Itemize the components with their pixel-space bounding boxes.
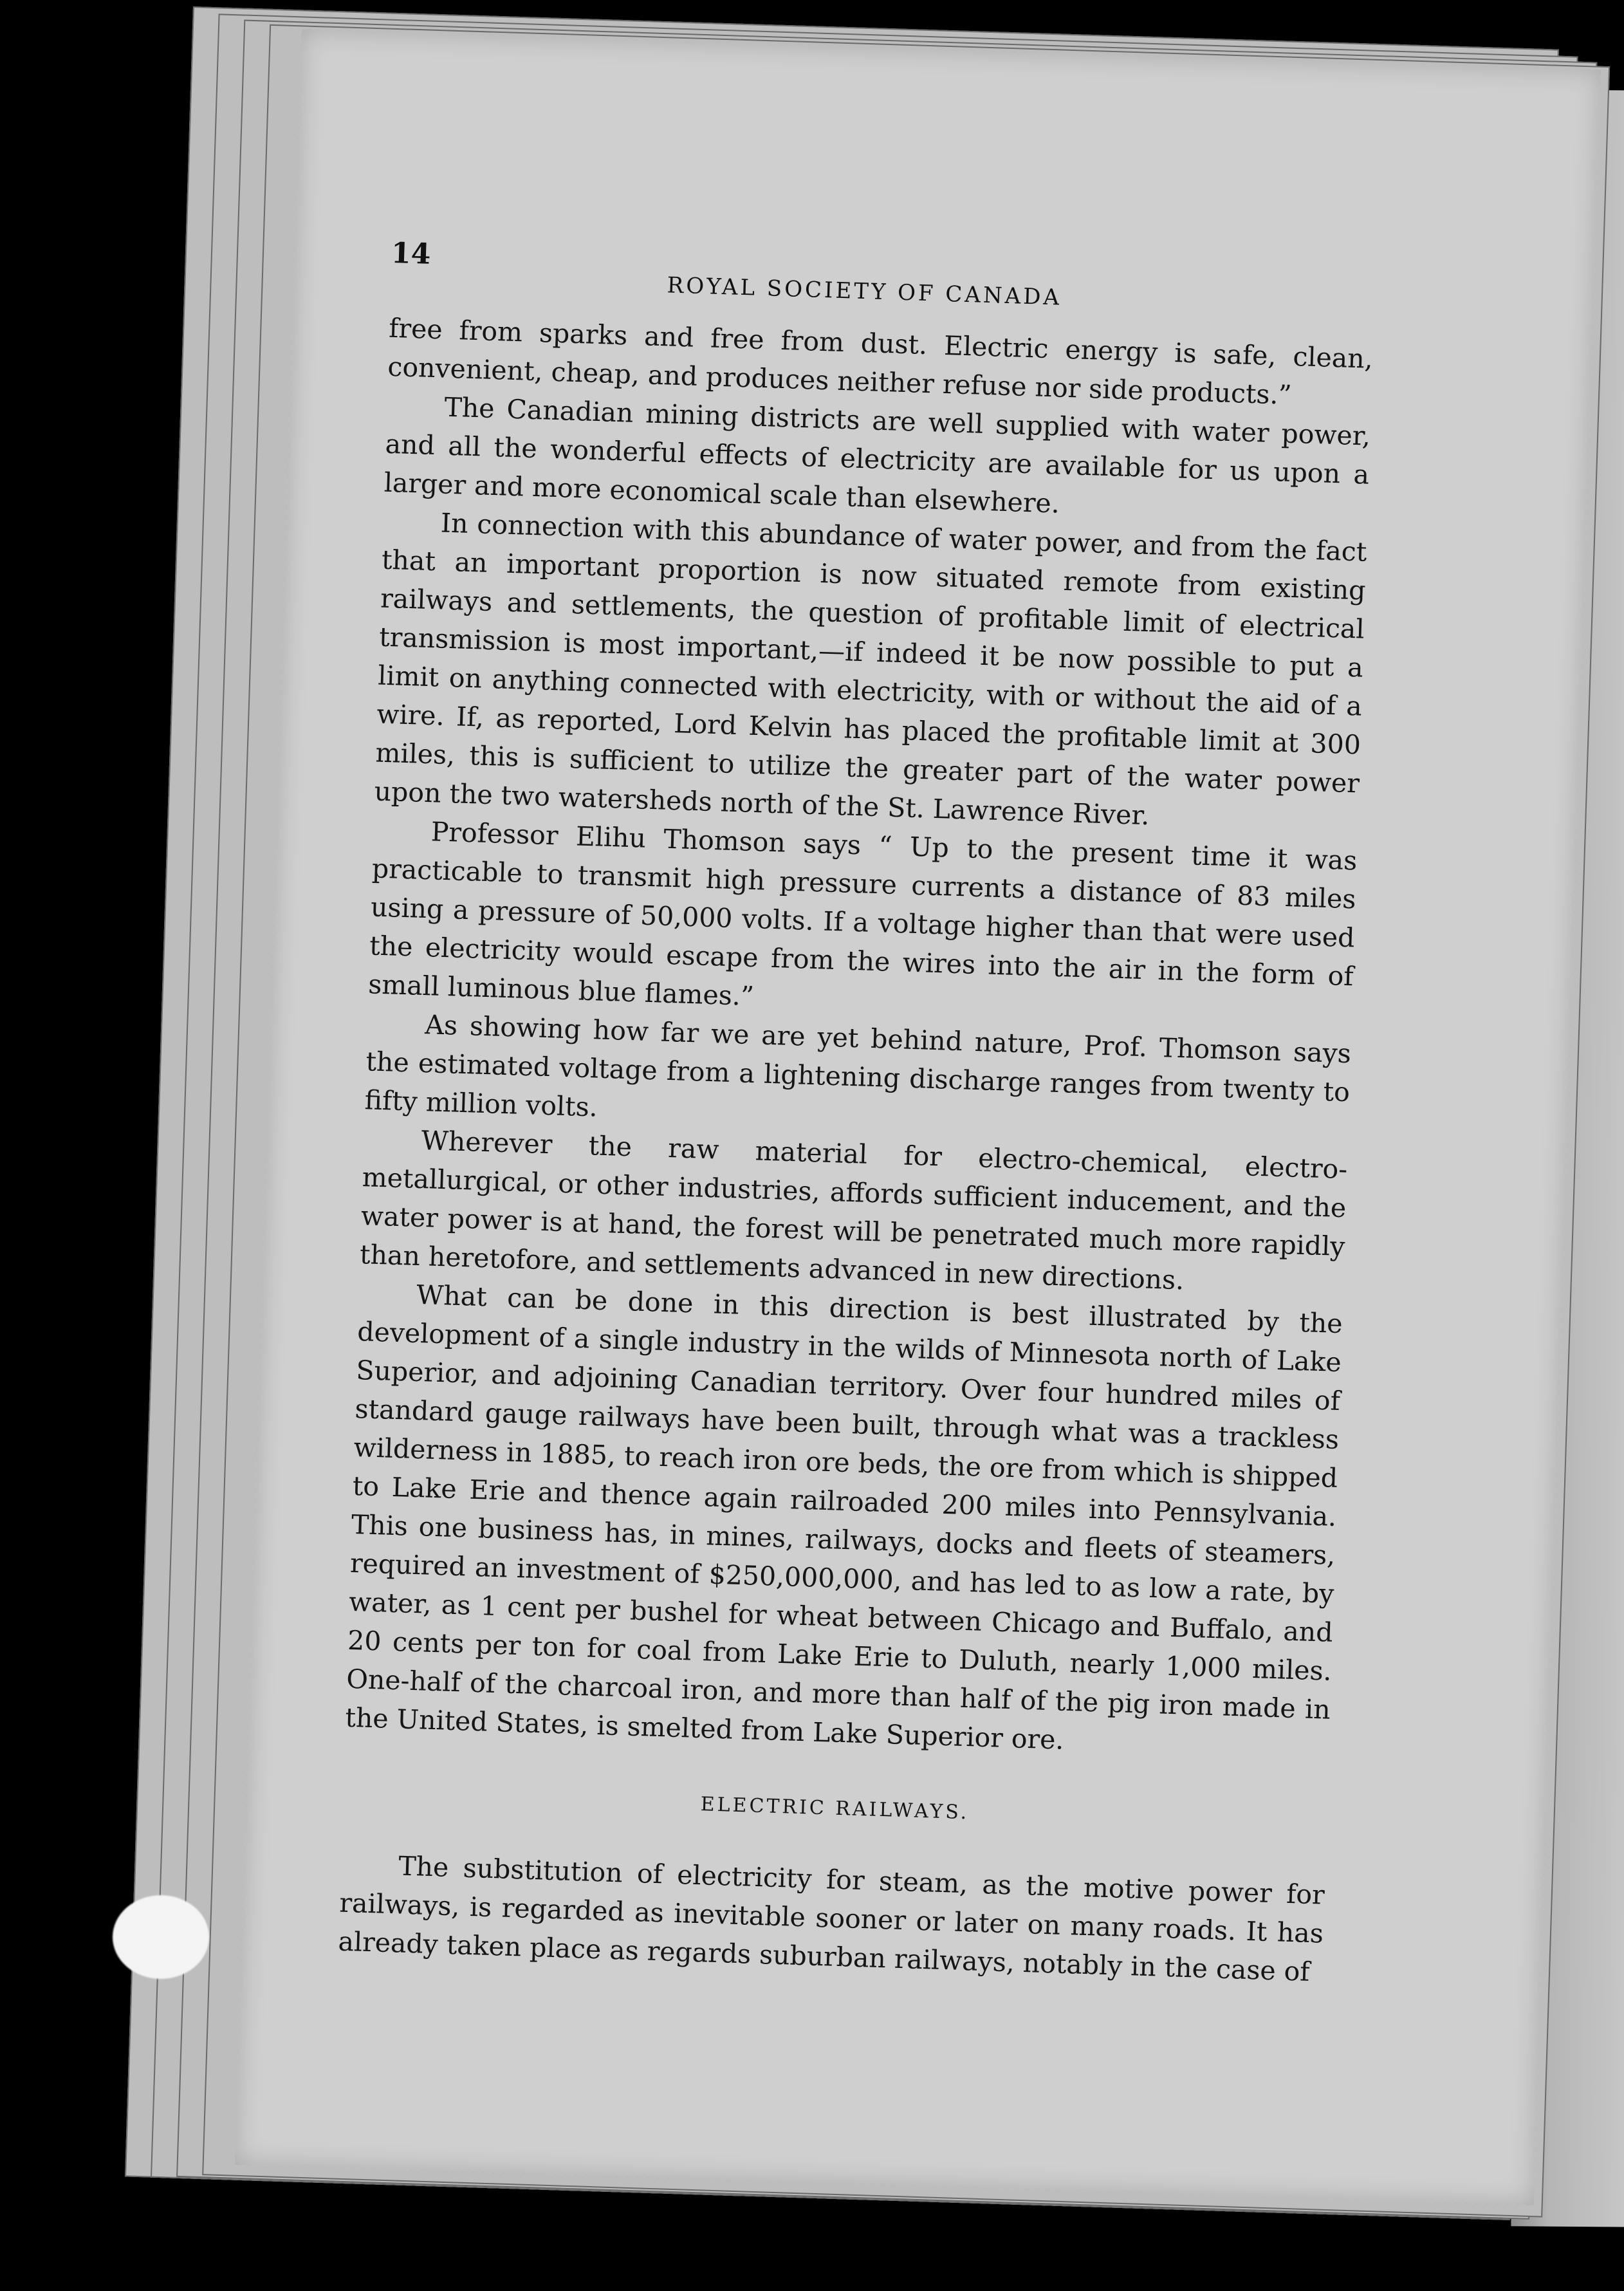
paper-blemish: [113, 1895, 209, 1979]
paragraph-2: The Canadian mining districts are well supplied with water power, and all the wonderful effects of electricity are available for us upon a larger and more economical scale than elsewhere.: [383, 391, 1371, 519]
paragraph-5: As showing how far we are yet behind nature, Prof. Thomson says the estimated voltage from a lightening discharge ranges from twenty to fifty million volts.: [364, 1009, 1352, 1123]
paragraph-1: free from sparks and free from dust. Electric energy is safe, clean, convenient, cheap, and produces neither refuse nor side products.”: [387, 312, 1374, 411]
body-text: [338, 309, 1374, 1992]
paragraph-3: In connection with this abundance of water power, and from the fact that an important proportion is now situated remote from existing railways and settlements, the question of profitable limit of electrical transmission is most important,—if indeed it be now possible to put a limit on anything connected with electricity, with or without the aid of a wire. If, as reported, Lord Kelvin has placed the profitable limit at 300 miles, this is sufficient to utilize the greater part of the water power upon the two watersheds north of the St. Lawrence River.: [374, 507, 1368, 831]
running-head: ROYAL SOCIETY OF CANADA: [667, 272, 1062, 311]
paragraph-6: Wherever the raw material for electro-chemical, electro-metallurgical, or other industries, affords sufficient inducement, and the water power is at hand, the forest will be penetrated much more rapidly than heretofore, and settlements advanced in new directions.: [359, 1125, 1348, 1296]
paragraph-4: Professor Elihu Thomson says “ Up to the present time it was practicable to transmit high pressure currents a distance of 83 miles using a pressure of 50,000 volts. If a voltage higher than that were used the electricity would escape from the wires into the air in the form of small luminous blue flames.”: [367, 816, 1358, 1012]
paragraph-7: What can be done in this direction is best illustrated by the development of a single industry in the wilds of Minnesota north of Lake Superior, and adjoining Canadian territory. Over four hundred miles of standard gauge railways have been built, through what was a trackless wilderness in 1885, to reach iron ore beds, the ore from which is shipped to Lake Erie and thence again railroaded 200 miles into Pennsylvania. This one business has, in mines, railways, docks and fleets of steamers, required an investment of $250,000,000, and has led to as low a rate, by water, as 1 cent per bushel for wheat between Chicago and Buffalo, and 20 cents per ton for coal from Lake Erie to Duluth, nearly 1,000 miles. One-half of the charcoal iron, and more than half of the pig iron made in the United States, is smelted from Lake Superior ore.: [344, 1279, 1343, 1756]
book-page: [235, 29, 1601, 2205]
page-number: 14: [391, 236, 432, 271]
book-page-stack: [125, 6, 1608, 2231]
section-heading: ELECTRIC RAILWAYS.: [700, 1793, 970, 1824]
section-paragraph: The substitution of electricity for steam, as the motive power for railways, is regarded as inevitable sooner or later on many roads. It has already taken place as regards suburban railways, notably in the case of: [337, 1850, 1325, 1988]
